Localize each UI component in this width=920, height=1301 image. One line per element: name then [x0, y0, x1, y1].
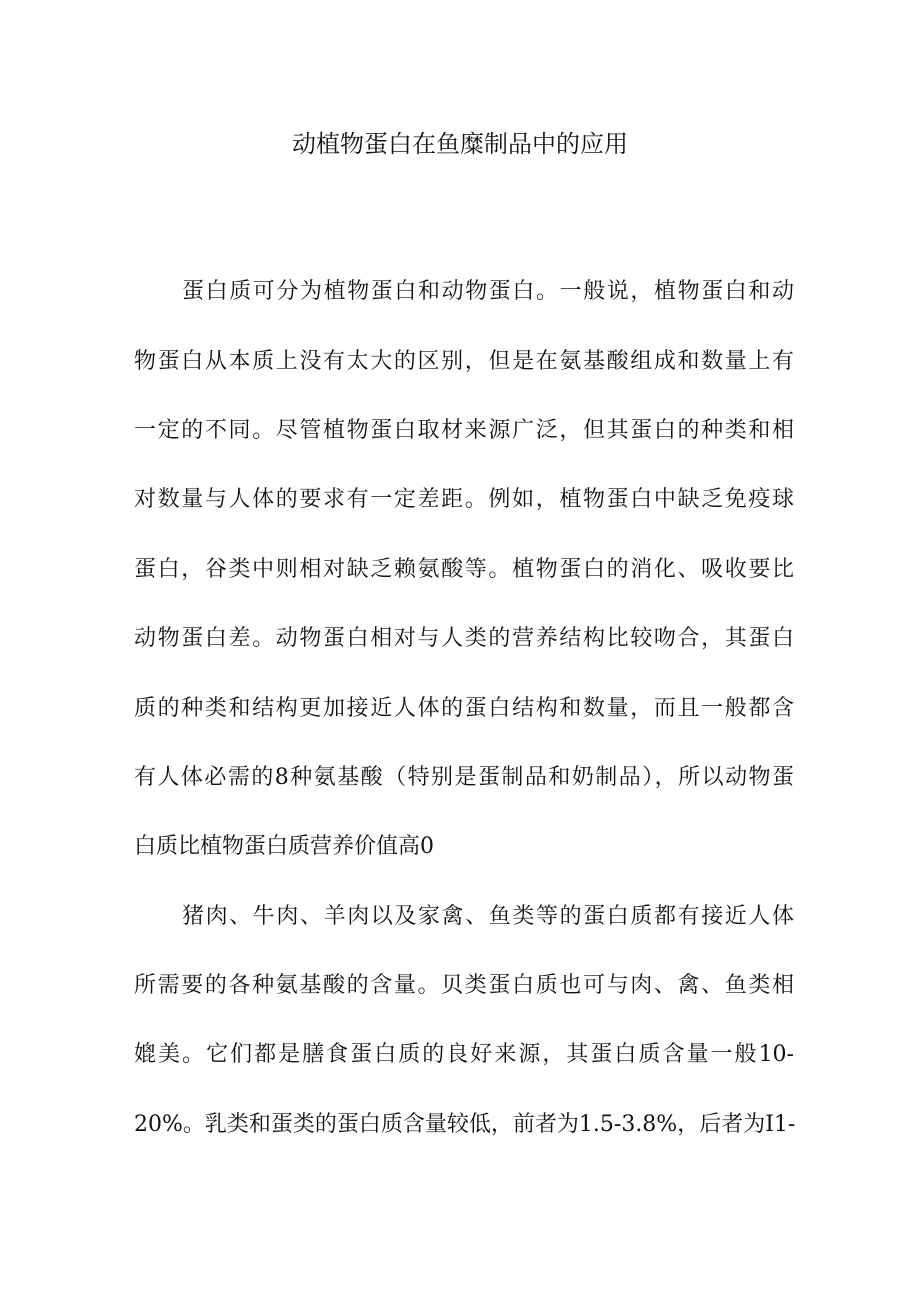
paragraph-1-line-7: 质的种类和结构更加接近人体的蛋白结构和数量，而且一般都含	[134, 696, 794, 721]
paragraph-2-line-3: 媲美。它们都是膳食蛋白质的良好来源，其蛋白质含量一般10-	[134, 1042, 794, 1067]
paragraph-1-line-3: 一定的不同。尽管植物蛋白取材来源广泛，但其蛋白的种类和相	[134, 418, 794, 443]
paragraph-1-line-6: 动物蛋白差。动物蛋白相对与人类的营养结构比较吻合，其蛋白	[134, 626, 794, 651]
paragraph-2-line-1: 猪肉、牛肉、羊肉以及家禽、鱼类等的蛋白质都有接近人体	[182, 904, 794, 929]
paragraph-1-line-8: 有人体必需的8种氨基酸（特别是蛋制品和奶制品），所以动物蛋	[134, 765, 794, 790]
paragraph-2-line-2: 所需要的各种氨基酸的含量。贝类蛋白质也可与肉、禽、鱼类相	[134, 973, 794, 998]
paragraph-2-line-4: 20%。乳类和蛋类的蛋白质含量较低，前者为1.5-3.8%，后者为I1-	[134, 1112, 796, 1137]
paragraph-1-line-5: 蛋白，谷类中则相对缺乏赖氨酸等。植物蛋白的消化、吸收要比	[134, 557, 794, 582]
document-title: 动植物蛋白在鱼糜制品中的应用	[292, 130, 628, 158]
paragraph-1-line-4: 对数量与人体的要求有一定差距。例如，植物蛋白中缺乏免疫球	[134, 487, 794, 512]
paragraph-1-line-2: 物蛋白从本质上没有太大的区别，但是在氨基酸组成和数量上有	[134, 349, 794, 374]
paragraph-1-line-1: 蛋白质可分为植物蛋白和动物蛋白。一般说，植物蛋白和动	[182, 279, 794, 304]
paragraph-1-line-9: 白质比植物蛋白质营养价值高0	[134, 834, 434, 859]
